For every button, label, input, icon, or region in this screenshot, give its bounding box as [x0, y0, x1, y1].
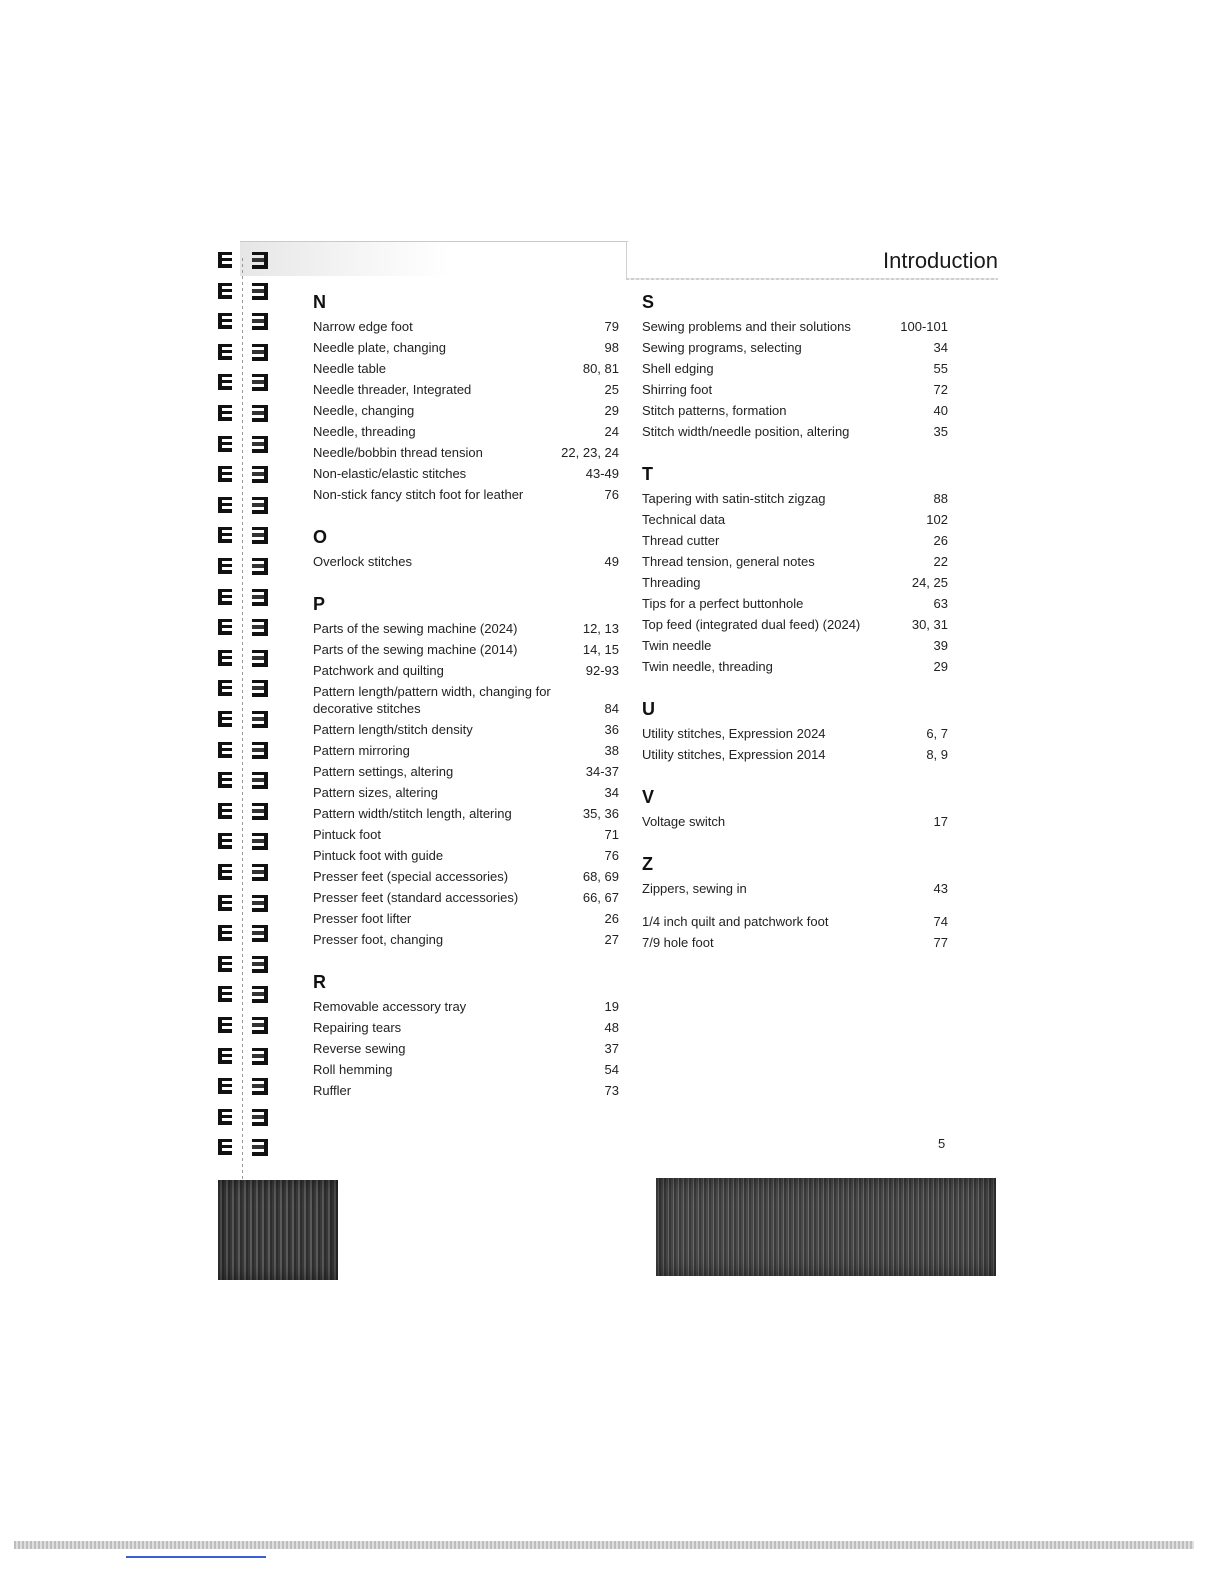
binding-ring-right — [252, 711, 268, 728]
binding-ring — [214, 525, 284, 547]
index-entry-text: Reverse sewing — [313, 1041, 406, 1056]
header-divider — [626, 278, 998, 280]
index-entry-page: 34 — [933, 340, 948, 355]
index-entry-page: 19 — [604, 999, 619, 1014]
binding-ring — [214, 831, 284, 853]
binding-ring-left — [218, 864, 232, 880]
index-entry-page: 68, 69 — [582, 869, 619, 884]
index-entry — [642, 595, 948, 612]
index-entry-text: Repairing tears — [313, 1020, 402, 1035]
index-entry-text: Needle, threading — [313, 424, 416, 439]
index-entry — [642, 574, 948, 591]
index-section — [642, 290, 948, 440]
index-entry-page: 24 — [604, 424, 619, 439]
index-entry — [642, 880, 948, 897]
index-entry-page: 88 — [933, 491, 948, 506]
page-fold-line — [626, 241, 627, 279]
binding-ring-left — [218, 986, 232, 1002]
index-section-letter: T — [642, 464, 653, 484]
binding-ring-right — [252, 619, 268, 636]
index-entry — [313, 742, 619, 759]
index-entry — [313, 805, 619, 822]
index-entry — [313, 360, 619, 377]
index-entry-text: Voltage switch — [642, 814, 726, 829]
index-entry-text: Needle threader, Integrated — [313, 382, 472, 397]
binding-ring — [214, 1046, 284, 1068]
binding-ring — [214, 556, 284, 578]
binding-ring-right — [252, 313, 268, 330]
index-entry-page: 92-93 — [585, 663, 619, 678]
binding-ring — [214, 403, 284, 425]
binding-ring — [214, 495, 284, 517]
index-entry — [642, 532, 948, 549]
index-entry — [313, 486, 619, 503]
index-entry-page: 29 — [604, 403, 619, 418]
binding-ring-left — [218, 1109, 232, 1125]
binding-ring — [214, 770, 284, 792]
index-section-letter: O — [313, 527, 328, 547]
binding-ring-left — [218, 497, 232, 513]
binding-ring-left — [218, 558, 232, 574]
binding-ring-left — [218, 680, 232, 696]
binding-ring — [214, 281, 284, 303]
binding-ring — [214, 464, 284, 486]
index-entry-page: 35 — [933, 424, 948, 439]
index-entry-page: 54 — [604, 1062, 619, 1077]
bottom-link-underline — [126, 1556, 266, 1558]
binding-ring-left — [218, 344, 232, 360]
binding-ring-left — [218, 466, 232, 482]
index-section-letter: N — [313, 292, 326, 312]
index-entry-page: 39 — [933, 638, 948, 653]
binding-ring-right — [252, 344, 268, 361]
index-entry-page: 63 — [933, 596, 948, 611]
index-entry-text: Non-elastic/elastic stitches — [313, 466, 467, 481]
index-entry-page: 40 — [933, 403, 948, 418]
binding-ring-right — [252, 833, 268, 850]
binding-ring — [214, 954, 284, 976]
index-entry-text: Tips for a perfect buttonhole — [642, 596, 804, 611]
index-entry-page: 79 — [604, 319, 619, 334]
index-entry — [313, 339, 619, 356]
index-column-right — [642, 290, 948, 951]
index-entry-page: 48 — [604, 1020, 619, 1035]
index-entry-page: 24, 25 — [911, 575, 948, 590]
binding-ring-right — [252, 466, 268, 483]
binding-ring — [214, 678, 284, 700]
binding-ring — [214, 1137, 284, 1159]
binding-ring-left — [218, 772, 232, 788]
binding-ring — [214, 893, 284, 915]
index-entry-text: 1/4 inch quilt and patchwork foot — [642, 914, 829, 929]
index-entry-text: Presser feet (special accessories) — [313, 869, 509, 884]
index-entry-page: 80, 81 — [582, 361, 619, 376]
index-entry-text: Narrow edge foot — [313, 319, 413, 334]
index-entry-text: Patchwork and quilting — [313, 663, 444, 678]
index-entry — [313, 721, 619, 738]
index-section — [313, 290, 619, 503]
page-number: 5 — [938, 1136, 946, 1151]
index-entry-text: Threading — [642, 575, 701, 590]
binding-ring-right — [252, 497, 268, 514]
binding-ring-right — [252, 589, 268, 606]
binding-ring-right — [252, 1048, 268, 1065]
index-entry-page: 30, 31 — [911, 617, 948, 632]
index-section — [313, 592, 619, 948]
index-section-letter: Z — [642, 854, 653, 874]
index-entry-page: 37 — [604, 1041, 619, 1056]
binding-ring-right — [252, 1139, 268, 1156]
binding-ring — [214, 372, 284, 394]
binding-ring-left — [218, 527, 232, 543]
index-entry-page: 17 — [933, 814, 948, 829]
index-entry — [313, 402, 619, 419]
index-section — [313, 525, 619, 570]
index-entry-text: Shirring foot — [642, 382, 713, 397]
index-entry-text: Stitch width/needle position, altering — [642, 424, 850, 439]
index-entry-page: 98 — [604, 340, 619, 355]
scanner-bottom-strip — [14, 1541, 1194, 1549]
index-entry-text: Parts of the sewing machine (2014) — [313, 642, 518, 657]
index-entry-text: Twin needle — [642, 638, 712, 653]
index-entry-text: Sewing problems and their solutions — [642, 319, 851, 334]
index-entry — [313, 1019, 619, 1036]
index-entry-page: 12, 13 — [582, 621, 619, 636]
index-entry — [313, 847, 619, 864]
index-entry-page: 26 — [933, 533, 948, 548]
index-entry-page: 34 — [604, 785, 619, 800]
index-entry-text: Stitch patterns, formation — [642, 403, 787, 418]
binding-ring-left — [218, 374, 232, 390]
binding-ring-right — [252, 864, 268, 881]
index-entry — [313, 620, 619, 637]
index-entry — [313, 318, 619, 335]
binding-ring-left — [218, 1139, 232, 1155]
index-section — [313, 970, 619, 1099]
binding-ring-right — [252, 558, 268, 575]
index-entry-text: Pattern length/stitch density — [313, 722, 473, 737]
binding-ring-left — [218, 589, 232, 605]
index-entry-text: Removable accessory tray — [313, 999, 467, 1014]
binding-ring-left — [218, 833, 232, 849]
index-entry-text: Presser foot, changing — [313, 932, 444, 947]
index-entry-text: Non-stick fancy stitch foot for leather — [313, 487, 524, 502]
index-entry — [313, 784, 619, 801]
scan-edge-tab-left — [218, 1180, 338, 1280]
index-entry-text: Presser foot lifter — [313, 911, 412, 926]
index-entry-page: 77 — [933, 935, 948, 950]
index-entry-page: 66, 67 — [582, 890, 619, 905]
binding-ring — [214, 648, 284, 670]
binding-ring-left — [218, 252, 232, 268]
index-entry — [313, 381, 619, 398]
index-entry — [642, 616, 948, 633]
binding-ring-right — [252, 252, 268, 269]
index-entry-text: Parts of the sewing machine (2024) — [313, 621, 518, 636]
binding-ring — [214, 342, 284, 364]
index-entry-text: 7/9 hole foot — [642, 935, 714, 950]
binding-ring-left — [218, 1048, 232, 1064]
index-entry-text: Technical data — [642, 512, 726, 527]
index-section-letter: P — [313, 594, 326, 614]
index-entry-page: 29 — [933, 659, 948, 674]
spiral-binding — [214, 250, 284, 1170]
index-entry-text: Needle, changing — [313, 403, 415, 418]
page-top-edge — [240, 241, 628, 242]
index-entry — [313, 662, 619, 679]
index-section — [642, 785, 948, 830]
index-entry-text: Pattern settings, altering — [313, 764, 454, 779]
binding-ring-left — [218, 803, 232, 819]
index-entry — [313, 998, 619, 1015]
index-entry-page: 22 — [933, 554, 948, 569]
index-section-letter: U — [642, 699, 655, 719]
index-entry — [642, 402, 948, 419]
index-entry-page: 76 — [604, 487, 619, 502]
scan-edge-tab-right — [656, 1178, 996, 1276]
index-entry-page: 102 — [926, 512, 948, 527]
binding-ring-left — [218, 619, 232, 635]
binding-ring — [214, 984, 284, 1006]
binding-ring-left — [218, 283, 232, 299]
index-entry-page: 14, 15 — [582, 642, 619, 657]
index-entry — [313, 889, 619, 906]
binding-ring-right — [252, 650, 268, 667]
index-entry-text: Roll hemming — [313, 1062, 393, 1077]
index-entry — [313, 465, 619, 482]
binding-ring-right — [252, 405, 268, 422]
binding-ring-right — [252, 1017, 268, 1034]
binding-ring-right — [252, 436, 268, 453]
index-entry-page: 49 — [604, 554, 619, 569]
binding-ring-right — [252, 527, 268, 544]
binding-ring — [214, 587, 284, 609]
index-entry-page: 25 — [604, 382, 619, 397]
index-entry — [642, 490, 948, 507]
index-entry-text: Needle/bobbin thread tension — [313, 445, 483, 460]
binding-ring — [214, 434, 284, 456]
index-entry — [642, 746, 948, 763]
index-section-letter: V — [642, 787, 655, 807]
binding-ring-right — [252, 283, 268, 300]
index-entry-page: 84 — [604, 701, 619, 716]
binding-ring-right — [252, 956, 268, 973]
index-section — [642, 462, 948, 675]
index-entry-page: 43 — [933, 881, 948, 896]
index-entry-page: 35, 36 — [582, 806, 619, 821]
index-entry-text: Needle table — [313, 361, 386, 376]
binding-ring — [214, 250, 284, 272]
index-entry-text: Sewing programs, selecting — [642, 340, 802, 355]
binding-ring — [214, 311, 284, 333]
binding-ring-left — [218, 1078, 232, 1094]
index-entry — [313, 1061, 619, 1078]
index-entry-text: Pattern sizes, altering — [313, 785, 439, 800]
index-entry-page: 34-37 — [585, 764, 619, 779]
index-entry — [642, 913, 948, 930]
index-entry — [642, 381, 948, 398]
binding-ring — [214, 923, 284, 945]
index-entry — [642, 553, 948, 570]
binding-ring-right — [252, 1078, 268, 1095]
index-section — [642, 697, 948, 763]
index-entry — [642, 725, 948, 742]
binding-ring-right — [252, 374, 268, 391]
binding-ring-left — [218, 436, 232, 452]
binding-ring-left — [218, 925, 232, 941]
binding-ring — [214, 740, 284, 762]
index-entry — [642, 813, 948, 830]
index-entry — [642, 360, 948, 377]
binding-ring-right — [252, 925, 268, 942]
index-entry-page: 76 — [604, 848, 619, 863]
index-entry-text: Shell edging — [642, 361, 714, 376]
index-entry — [313, 444, 619, 461]
binding-ring — [214, 1107, 284, 1129]
index-entry — [313, 641, 619, 658]
index-entry — [313, 826, 619, 843]
index-entry — [313, 910, 619, 927]
index-entry — [642, 637, 948, 654]
index-entry-text: Tapering with satin-stitch zigzag — [642, 491, 826, 506]
index-entry — [313, 1040, 619, 1057]
index-section-letter: R — [313, 972, 326, 992]
binding-ring-left — [218, 956, 232, 972]
index-entry-page: 22, 23, 24 — [561, 445, 619, 460]
index-entry-text: Pintuck foot with guide — [313, 848, 444, 863]
index-entry-text: Overlock stitches — [313, 554, 412, 569]
binding-ring — [214, 862, 284, 884]
index-entry-text: Thread cutter — [642, 533, 720, 548]
index-section — [642, 852, 948, 897]
index-entry — [313, 423, 619, 440]
binding-ring-right — [252, 895, 268, 912]
index-section — [642, 913, 948, 951]
index-entry-page: 6, 7 — [926, 726, 948, 741]
index-entry-page: 55 — [933, 361, 948, 376]
page-title: Introduction — [883, 248, 998, 273]
index-entry-text: Pattern length/pattern width, changing for decorative stitches — [313, 684, 551, 716]
index-entry — [313, 763, 619, 780]
binding-ring-right — [252, 772, 268, 789]
index-entry — [313, 553, 619, 570]
index-entry-page: 38 — [604, 743, 619, 758]
index-entry — [313, 1082, 619, 1099]
index-entry — [642, 658, 948, 675]
index-entry-text: Thread tension, general notes — [642, 554, 815, 569]
index-entry — [642, 423, 948, 440]
binding-ring-left — [218, 313, 232, 329]
binding-ring-left — [218, 711, 232, 727]
index-section-letter: S — [642, 292, 655, 312]
binding-ring-left — [218, 405, 232, 421]
index-entry-page: 8, 9 — [926, 747, 948, 762]
index-entry-text: Utility stitches, Expression 2024 — [642, 726, 826, 741]
index-entry-page: 71 — [604, 827, 619, 842]
binding-ring — [214, 1076, 284, 1098]
index-entry-page: 27 — [604, 932, 619, 947]
binding-ring — [214, 801, 284, 823]
index-entry — [313, 683, 619, 717]
binding-ring — [214, 617, 284, 639]
binding-ring-right — [252, 803, 268, 820]
binding-ring — [214, 1015, 284, 1037]
index-entry-page: 73 — [604, 1083, 619, 1098]
binding-ring-left — [218, 650, 232, 666]
index-entry — [642, 934, 948, 951]
index-entry-text: Pintuck foot — [313, 827, 381, 842]
binding-ring-right — [252, 1109, 268, 1126]
binding-ring-left — [218, 895, 232, 911]
binding-ring-right — [252, 742, 268, 759]
binding-ring-left — [218, 742, 232, 758]
index-entry-page: 43-49 — [585, 466, 619, 481]
binding-ring-right — [252, 986, 268, 1003]
index-entry — [313, 868, 619, 885]
index-entry-text: Needle plate, changing — [313, 340, 446, 355]
index-entry-page: 36 — [604, 722, 619, 737]
binding-ring-right — [252, 680, 268, 697]
index-entry-page: 72 — [933, 382, 948, 397]
index-entry — [313, 931, 619, 948]
index-entry-text: Pattern mirroring — [313, 743, 410, 758]
index-entry — [642, 318, 948, 335]
index-entry-page: 26 — [604, 911, 619, 926]
index-entry-text: Top feed (integrated dual feed) (2024) — [642, 617, 861, 632]
index-entry-page: 74 — [933, 914, 948, 929]
index-entry-text: Presser feet (standard accessories) — [313, 890, 519, 905]
index-entry-text: Twin needle, threading — [642, 659, 773, 674]
index-entry-text: Zippers, sewing in — [642, 881, 747, 896]
binding-ring — [214, 709, 284, 731]
index-column-left — [313, 290, 619, 1099]
binding-ring-left — [218, 1017, 232, 1033]
index-entry-text: Pattern width/stitch length, altering — [313, 806, 512, 821]
index-entry-text: Utility stitches, Expression 2014 — [642, 747, 826, 762]
index-entry — [642, 339, 948, 356]
index-entry-page: 100-101 — [900, 319, 948, 334]
index-entry — [642, 511, 948, 528]
index-entry-text: Ruffler — [313, 1083, 352, 1098]
